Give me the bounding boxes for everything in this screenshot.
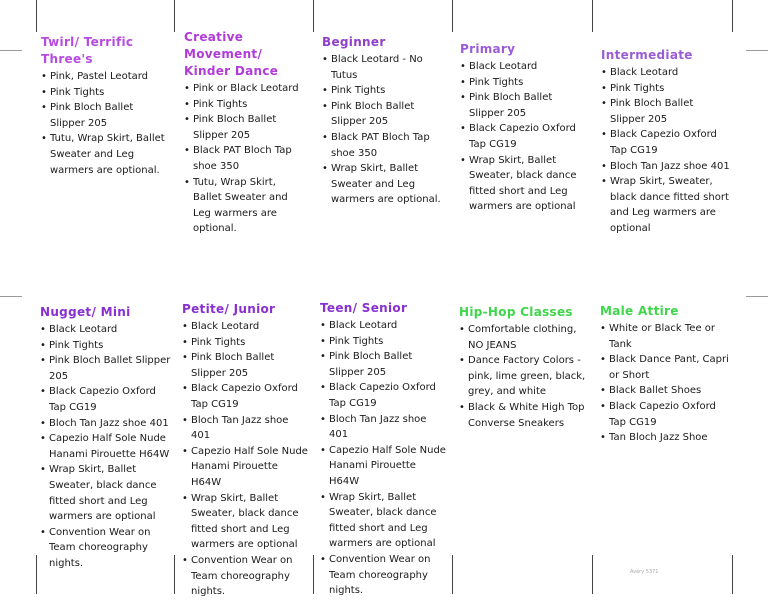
list-item: [601, 159, 731, 175]
item-list: [459, 322, 587, 431]
bullet-icon: •: [40, 417, 46, 429]
card-title: Creative Movement/ Kinder Dance: [184, 30, 279, 78]
item-list: [320, 318, 448, 599]
bullet-icon: •: [460, 123, 466, 135]
list-item: [320, 443, 448, 490]
bullet-icon: •: [320, 320, 326, 331]
bullet-icon: •: [182, 414, 188, 426]
card-title: Primary: [460, 42, 516, 56]
list-item: [40, 525, 172, 572]
bullet-icon: •: [601, 160, 607, 172]
bullet-icon: •: [40, 355, 46, 367]
list-item: [601, 174, 731, 236]
list-item: [320, 552, 448, 599]
bullet-icon: •: [182, 492, 188, 504]
list-item: [322, 99, 448, 130]
card-twirl: [41, 34, 169, 178]
item-text: Pink Tights: [50, 86, 105, 98]
list-item: [320, 380, 448, 411]
list-item: [40, 462, 172, 524]
bullet-icon: •: [320, 444, 326, 456]
list-item: [182, 350, 310, 381]
item-text: Bloch Tan Jazz shoe 401: [610, 160, 730, 172]
item-text: Tutu, Wrap Skirt, Ballet Sweater and Leg warmers are optional.: [50, 133, 165, 176]
list-item: [600, 383, 730, 399]
cut-line: [452, 555, 453, 594]
list-item: [182, 319, 310, 335]
item-text: Pink Tights: [331, 85, 386, 97]
list-item: [601, 127, 731, 158]
item-text: Black Leotard: [610, 67, 679, 78]
item-text: Bloch Tan Jazz shoe 401: [329, 413, 427, 441]
item-list: [322, 52, 448, 208]
list-item: [184, 112, 306, 143]
list-item: [460, 75, 586, 91]
item-text: Capezio Half Sole Nude Hanami Pirouette H64W: [49, 433, 170, 460]
bullet-icon: •: [184, 98, 190, 110]
cut-line: [174, 555, 175, 594]
list-item: [322, 52, 448, 83]
list-item: [40, 338, 172, 354]
cut-line: [732, 555, 733, 594]
item-text: Black Leotard: [191, 321, 260, 332]
item-text: Pink or Black Leotard: [193, 83, 299, 94]
item-text: Wrap Skirt, Ballet Sweater and Leg warmers are optional.: [331, 163, 441, 206]
list-item: [322, 130, 448, 161]
bullet-icon: •: [322, 54, 328, 65]
cut-line: [174, 0, 175, 32]
list-item: [41, 85, 169, 101]
item-text: Black & White High Top Converse Sneakers: [468, 401, 585, 429]
item-text: Pink Tights: [329, 335, 384, 347]
list-item: [322, 161, 448, 208]
item-text: Pink Bloch Ballet Slipper 205: [469, 92, 553, 119]
list-item: [184, 97, 306, 113]
list-item: [459, 400, 587, 431]
item-text: Capezio Half Sole Nude Hanami Pirouette H64W: [191, 445, 308, 488]
bullet-icon: •: [600, 385, 606, 397]
item-text: Black PAT Bloch Tap shoe 350: [193, 145, 292, 172]
item-text: Black Leotard: [469, 61, 538, 72]
item-text: Wrap Skirt, Ballet Sweater, black dance fitted short and Leg warmers are optional: [49, 464, 157, 523]
card-creative: [184, 29, 306, 237]
bullet-icon: •: [322, 85, 328, 97]
bullet-icon: •: [40, 386, 46, 398]
list-item: [182, 491, 310, 553]
cut-line: [36, 0, 37, 32]
item-text: Black Leotard: [329, 320, 398, 331]
cut-line: [313, 0, 314, 32]
bullet-icon: •: [41, 102, 47, 114]
bullet-icon: •: [459, 401, 465, 413]
bullet-icon: •: [320, 382, 326, 394]
list-item: [40, 416, 172, 432]
item-text: Black PAT Bloch Tap shoe 350: [331, 131, 430, 159]
cut-line: [746, 296, 768, 297]
list-item: [600, 399, 730, 430]
list-item: [41, 69, 169, 85]
list-item: [320, 490, 448, 552]
card-teen: [320, 300, 448, 599]
item-text: Black Leotard: [49, 324, 118, 335]
bullet-icon: •: [600, 323, 606, 334]
item-text: Pink, Pastel Leotard: [50, 71, 149, 82]
bullet-icon: •: [184, 145, 190, 157]
card-hiphop: [459, 304, 587, 431]
bullet-icon: •: [182, 445, 188, 457]
bullet-icon: •: [184, 114, 190, 126]
item-text: Convention Wear on Team choreography nights.: [191, 554, 293, 598]
list-item: [182, 335, 310, 351]
bullet-icon: •: [41, 86, 47, 98]
list-item: [601, 81, 731, 97]
item-text: Pink Bloch Ballet Slipper 205: [50, 102, 134, 129]
item-text: White or Black Tee or Tank: [609, 323, 716, 350]
bullet-icon: •: [40, 464, 46, 476]
bullet-icon: •: [320, 491, 326, 503]
bullet-icon: •: [459, 324, 465, 335]
bullet-icon: •: [40, 433, 46, 445]
list-item: [40, 322, 172, 338]
bullet-icon: •: [182, 321, 188, 332]
item-text: Dance Factory Colors - pink, lime green, black, grey, and white: [468, 355, 586, 398]
bullet-icon: •: [322, 100, 328, 112]
bullet-icon: •: [459, 355, 465, 367]
list-item: [184, 81, 306, 97]
bullet-icon: •: [601, 129, 607, 141]
item-text: Convention Wear on Team choreography nights.: [329, 553, 431, 597]
item-text: Black Capezio Oxford Tap CG19: [609, 400, 716, 428]
item-text: Capezio Half Sole Nude Hanami Pirouette H64W: [329, 444, 446, 487]
bullet-icon: •: [184, 176, 190, 188]
item-text: Tan Bloch Jazz Shoe: [609, 432, 708, 444]
item-text: Black Capezio Oxford Tap CG19: [610, 129, 717, 156]
list-item: [184, 143, 306, 174]
bullet-icon: •: [600, 400, 606, 412]
bullet-icon: •: [601, 176, 607, 188]
list-item: [460, 121, 586, 152]
bullet-icon: •: [41, 133, 47, 145]
cut-line: [0, 296, 22, 297]
item-text: Pink Tights: [469, 76, 524, 88]
item-list: [182, 319, 310, 600]
card-title: Twirl/ Terrific Three's: [41, 35, 134, 66]
bullet-icon: •: [184, 83, 190, 94]
card-petite: [182, 301, 310, 600]
cut-line: [36, 555, 37, 594]
item-list: [41, 69, 169, 178]
list-item: [459, 353, 587, 400]
item-text: Wrap Skirt, Ballet Sweater, black dance fitted short and Leg warmers are optional: [191, 492, 299, 551]
item-text: Pink Bloch Ballet Slipper 205: [49, 355, 171, 382]
list-item: [320, 334, 448, 350]
cut-line: [746, 50, 768, 51]
list-item: [600, 352, 730, 383]
bullet-icon: •: [182, 336, 188, 348]
list-item: [459, 322, 587, 353]
bullet-icon: •: [182, 383, 188, 395]
item-list: [600, 321, 730, 446]
item-list: [40, 322, 172, 572]
bullet-icon: •: [460, 92, 466, 104]
list-item: [40, 384, 172, 415]
card-title: Nugget/ Mini: [40, 305, 131, 319]
bullet-icon: •: [600, 432, 606, 444]
bullet-icon: •: [40, 339, 46, 351]
bullet-icon: •: [460, 154, 466, 166]
item-text: Wrap Skirt, Ballet Sweater, black dance fitted short and Leg warmers are optional: [329, 491, 437, 550]
list-item: [460, 59, 586, 75]
card-beginner: [322, 34, 448, 208]
item-list: [184, 81, 306, 237]
list-item: [601, 65, 731, 81]
list-item: [182, 553, 310, 600]
item-text: Black Capezio Oxford Tap CG19: [49, 386, 156, 413]
cut-line: [592, 0, 593, 32]
list-item: [320, 412, 448, 443]
item-text: Pink Bloch Ballet Slipper 205: [193, 114, 277, 141]
bullet-icon: •: [322, 163, 328, 175]
list-item: [182, 444, 310, 491]
bullet-icon: •: [600, 354, 606, 366]
list-item: [460, 153, 586, 215]
list-item: [182, 413, 310, 444]
list-item: [184, 175, 306, 237]
item-text: Bloch Tan Jazz shoe 401: [191, 414, 289, 442]
bullet-icon: •: [40, 526, 46, 538]
list-item: [182, 381, 310, 412]
list-item: [600, 430, 730, 446]
item-text: Black Dance Pant, Capri or Short: [609, 354, 729, 381]
list-item: [41, 131, 169, 178]
item-text: Bloch Tan Jazz shoe 401: [49, 417, 169, 429]
list-item: [41, 100, 169, 131]
list-item: [40, 431, 172, 462]
item-text: Comfortable clothing, NO JEANS: [468, 324, 577, 351]
card-title: Hip-Hop Classes: [459, 305, 573, 319]
item-text: Wrap Skirt, Ballet Sweater, black dance fitted short and Leg warmers are optional: [469, 154, 577, 213]
bullet-icon: •: [460, 61, 466, 72]
card-male: [600, 303, 730, 446]
item-text: Pink Tights: [191, 336, 246, 348]
item-text: Pink Tights: [610, 82, 665, 94]
list-item: [460, 90, 586, 121]
cut-line: [0, 50, 22, 51]
card-title: Beginner: [322, 35, 386, 49]
cut-line: [452, 0, 453, 32]
list-item: [322, 83, 448, 99]
bullet-icon: •: [41, 71, 47, 82]
item-text: Pink Tights: [193, 98, 248, 110]
item-text: Black Capezio Oxford Tap CG19: [469, 123, 576, 150]
item-text: Pink Bloch Ballet Slipper 205: [329, 351, 413, 378]
bullet-icon: •: [320, 413, 326, 425]
bullet-icon: •: [322, 131, 328, 143]
card-title: Petite/ Junior: [182, 302, 276, 316]
card-primary: [460, 41, 586, 215]
bullet-icon: •: [601, 82, 607, 94]
bullet-icon: •: [320, 335, 326, 347]
list-item: [320, 318, 448, 334]
card-title: Male Attire: [600, 304, 679, 318]
card-intermediate: [601, 47, 731, 237]
item-list: [460, 59, 586, 215]
card-nugget: [40, 304, 172, 572]
cut-line: [732, 0, 733, 32]
bullet-icon: •: [460, 76, 466, 88]
list-item: [40, 353, 172, 384]
card-title: Teen/ Senior: [320, 301, 408, 315]
bullet-icon: •: [182, 352, 188, 364]
bullet-icon: •: [320, 351, 326, 363]
list-item: [320, 349, 448, 380]
bullet-icon: •: [320, 553, 326, 565]
list-item: [600, 321, 730, 352]
item-text: Pink Bloch Ballet Slipper 205: [191, 352, 275, 379]
item-text: Convention Wear on Team choreography nights.: [49, 526, 151, 569]
cut-line: [313, 555, 314, 594]
item-text: Black Capezio Oxford Tap CG19: [191, 383, 298, 410]
list-item: [601, 96, 731, 127]
bullet-icon: •: [40, 324, 46, 335]
item-text: Pink Bloch Ballet Slipper 205: [610, 98, 694, 125]
card-title: Intermediate: [601, 48, 693, 62]
item-text: Wrap Skirt, Sweater, black dance fitted short and Leg warmers are optional: [610, 176, 729, 234]
item-text: Pink Bloch Ballet Slipper 205: [331, 100, 415, 128]
bullet-icon: •: [601, 67, 607, 78]
item-list: [601, 65, 731, 237]
item-text: Black Ballet Shoes: [609, 385, 702, 397]
item-text: Black Capezio Oxford Tap CG19: [329, 382, 436, 409]
footer-label: Avery 5371: [630, 569, 659, 575]
cut-line: [592, 555, 593, 594]
bullet-icon: •: [601, 98, 607, 110]
bullet-icon: •: [182, 554, 188, 566]
item-text: Pink Tights: [49, 339, 104, 351]
item-text: Black Leotard - No Tutus: [331, 54, 423, 81]
item-text: Tutu, Wrap Skirt, Ballet Sweater and Leg warmers are optional.: [193, 176, 288, 235]
